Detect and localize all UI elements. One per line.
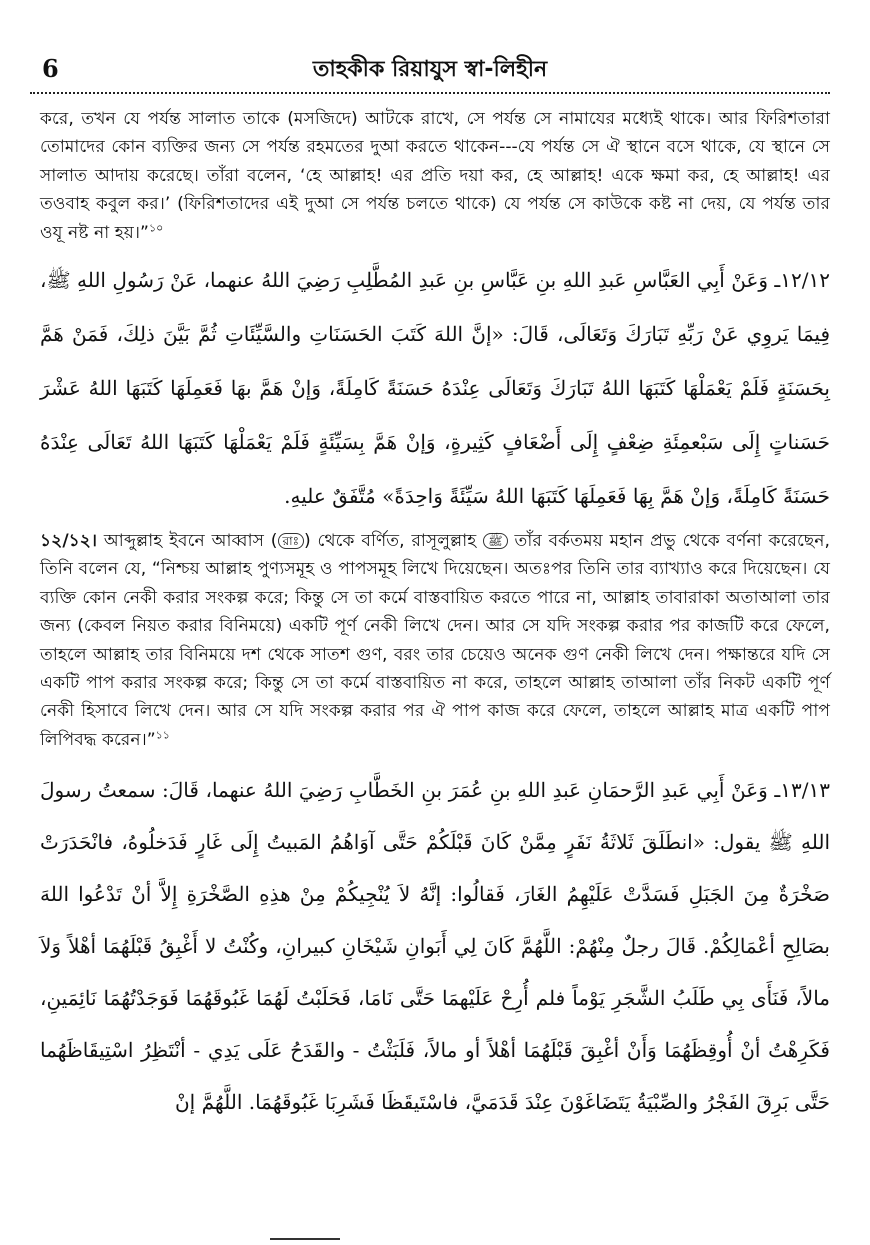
honorific-badge: ﷺ [483, 533, 508, 549]
translation-text-part: ) থেকে বর্ণিত, রাসূলুল্লাহ [304, 531, 477, 552]
translation-text-part: আব্দুল্লাহ ইবনে আব্বাস ( [103, 531, 278, 552]
paragraph-text: করে, তখন যে পর্যন্ত সালাত তাকে (মসজিদে) আটকে রাখে, সে পর্যন্ত সে নামাযের মধ্যেই থাকে। আর ফিরিশতারা তোমাদের কোন ব্যক্তির জন্য সে পর্যন্ত রহমতের দুআ করতে থাকেন---যে পর্যন্ত সে ঐ স্থানে বসে থাকে, যে স্থানে সে সালাত আদায় করেছে। তাঁরা বলেন, ‘হে আল্লাহ! এর প্রতি দয়া কর, হে আল্লাহ! একে ক্ষমা কর, হে আল্লাহ! এর তওবাহ কবুল কর।’ (ফিরিশতাদের এই দুআ সে পর্যন্ত চলতে থাকে) যে পর্যন্ত সে কাউকে কষ্ট না দেয়, যে পর্যন্ত তার ওযূ নষ্ট না হয়।” [40, 109, 830, 243]
honorific-badge: রাঃ [278, 533, 304, 549]
page-number: 6 [42, 54, 59, 83]
footnote-marker: ১১ [155, 728, 170, 742]
page-header [30, 50, 830, 92]
arabic-hadith-text: ١٢/١٢ـ وَعَنْ أَبِي العَبَّاسِ عَبدِ اللهِ بنِ عَبَّاسِ بنِ عَبدِ المُطَّلِبِ رَضِيَ اللهُ عنهما، عَنْ رَسُولِ اللهِ ﷺ، فِيمَا يَروِي عَنْ رَبِّهِ تَبَارَكَ وَتَعَالَى، قَالَ: «إنَّ اللهَ كَتَبَ الحَسَنَاتِ والسَّيِّئَاتِ ثُمَّ بَيَّنَ ذلِكَ، فَمَنْ هَمَّ بِحَسَنَةٍ فَلَمْ يَعْمَلْهَا كَتَبَهَا اللهُ تَبَارَكَ وَتَعَالَى عِنْدَهُ حَسَنَةً كَامِلَةً، وَإنْ هَمَّ بهَا فَعَمِلَهَا كَتَبَهَا اللهُ عَشْرَ حَسَناتٍ إِلَى سَبْعمِئَةِ ضِعْفٍ إِلَى أَضْعَافٍ كَثِيرةٍ، وَإنْ هَمَّ بِسَيِّئَةٍ فَلَمْ يَعْمَلْهَا كَتَبَهَا اللهُ تَعَالَى عِنْدَهُ حَسَنَةً كَامِلَةً، وَإنْ هَمَّ بِهَا فَعَمِلَهَا كَتَبَهَا اللهُ سَيِّئَةً وَاحِدَةً» مُتَّفَقٌ عليهِ. [40, 268, 830, 509]
header-divider [30, 92, 830, 94]
running-title: তাহকীক রিয়াযুস স্বা-লিহীন [312, 57, 548, 82]
page-body [40, 105, 830, 1132]
hadith-translation [40, 527, 830, 754]
hadith-number: ১২/১২। [40, 531, 98, 552]
page-bottom-rule [270, 1238, 340, 1240]
footnote-marker: ১০ [148, 220, 164, 234]
arabic-hadith-text: ١٣/١٣ـ وَعَنْ أَبِي عَبدِ الرَّحمَانِ عَبدِ اللهِ بنِ عُمَرَ بنِ الخَطَّابِ رَضِيَ اللهُ عنهما، قَالَ: سمعتُ رسولَ اللهِ ﷺ يقول: «انطَلَقَ ثَلاثَةُ نَفَرٍ مِمَّنْ كَانَ قَبْلَكُمْ حَتَّى آوَاهُمُ المَبيتُ إِلَى غَارٍ فَدَخلُوهُ، فانْحَدَرَتْ صَخْرَةٌ مِنَ الجَبَلِ فَسَدَّتْ عَلَيْهِمُ الغَارَ، فَقالُوا: إنَّهُ لاَ يُنْجِيكُمْ مِنْ هذِهِ الصَّخْرَةِ إِلاَّ أنْ تَدْعُوا اللهَ بصَالِحِ أعْمَالِكُمْ. قَالَ رجلٌ مِنْهُمْ: اللَّهُمَّ كَانَ لِي أَبَوانِ شَيْخَانِ كبيرانِ، وكُنْتُ لا أَغْبِقُ قَبْلَهُمَا أهْلاً وَلاَ مالاً، فَنَأَى بِي طَلَبُ الشَّجَرِ يَوْماً فلم أُرِحْ عَلَيْهمَا حَتَّى نَامَا، فَحَلَبْتُ لَهُمَا غَبُوقَهُمَا فَوَجَدْتُهُمَا نَائِمَينِ، فَكَرِهْتُ أنْ أُوقِظَهُمَا وَأَنْ أغْبِقَ قَبْلَهُمَا أهْلاً أو مالاً، فَلَبَثْتُ - والقَدَحُ عَلَى يَدِي - أنْتَظِرُ اسْتِيقَاظَهُما حَتَّى بَرِقَ الفَجْرُ والصِّبْيَةُ يَتَضَاغَوْنَ عِنْدَ قَدَمَيَّ، فاسْتَيقَظَا فَشَرِبَا غَبُوقَهُمَا. اللَّهُمَّ إنْ [40, 778, 830, 1115]
paragraph-continuation [40, 105, 830, 247]
translation-text-part: তাঁর বর্কতময় মহান প্রভু থেকে বর্ণনা করেছেন, তিনি বলেন যে, “নিশ্চয় আল্লাহ পুণ্যসমূহ ও পাপসমূহ লিখে দিয়েছেন। অতঃপর তিনি তার ব্যাখ্যাও করে দিয়েছেন। যে ব্যক্তি কোন নেকী করার সংকল্প করে; কিন্তু সে তা কর্মে বাস্তবায়িত করতে পারে না, আল্লাহ তাবারাকা অতাআলা তার জন্য (কেবল নিয়ত করার বিনিময়ে) একটি পূর্ণ নেকী লিখে দেন। আর সে যদি সংকল্প করার পর কাজটি করে ফেলে, তাহলে আল্লাহ তার বিনিময়ে দশ থেকে সাতশ গুণ, বরং তার চেয়েও অনেক গুণ নেকী লিখে দেন। পক্ষান্তরে যদি সে একটি পাপ করার সংকল্প করে; কিন্তু সে তা কর্মে বাস্তবায়িত না করে, তাহলে আল্লাহ তাআলা তাঁর নিকট একটি পূর্ণ নেকী হিসাবে লিখে দেন। আর সে যদি সংকল্প করার পর ঐ পাপ কাজ করে ফেলে, তাহলে আল্লাহ মাত্র একটি পাপ লিপিবদ্ধ করেন।” [40, 531, 830, 750]
